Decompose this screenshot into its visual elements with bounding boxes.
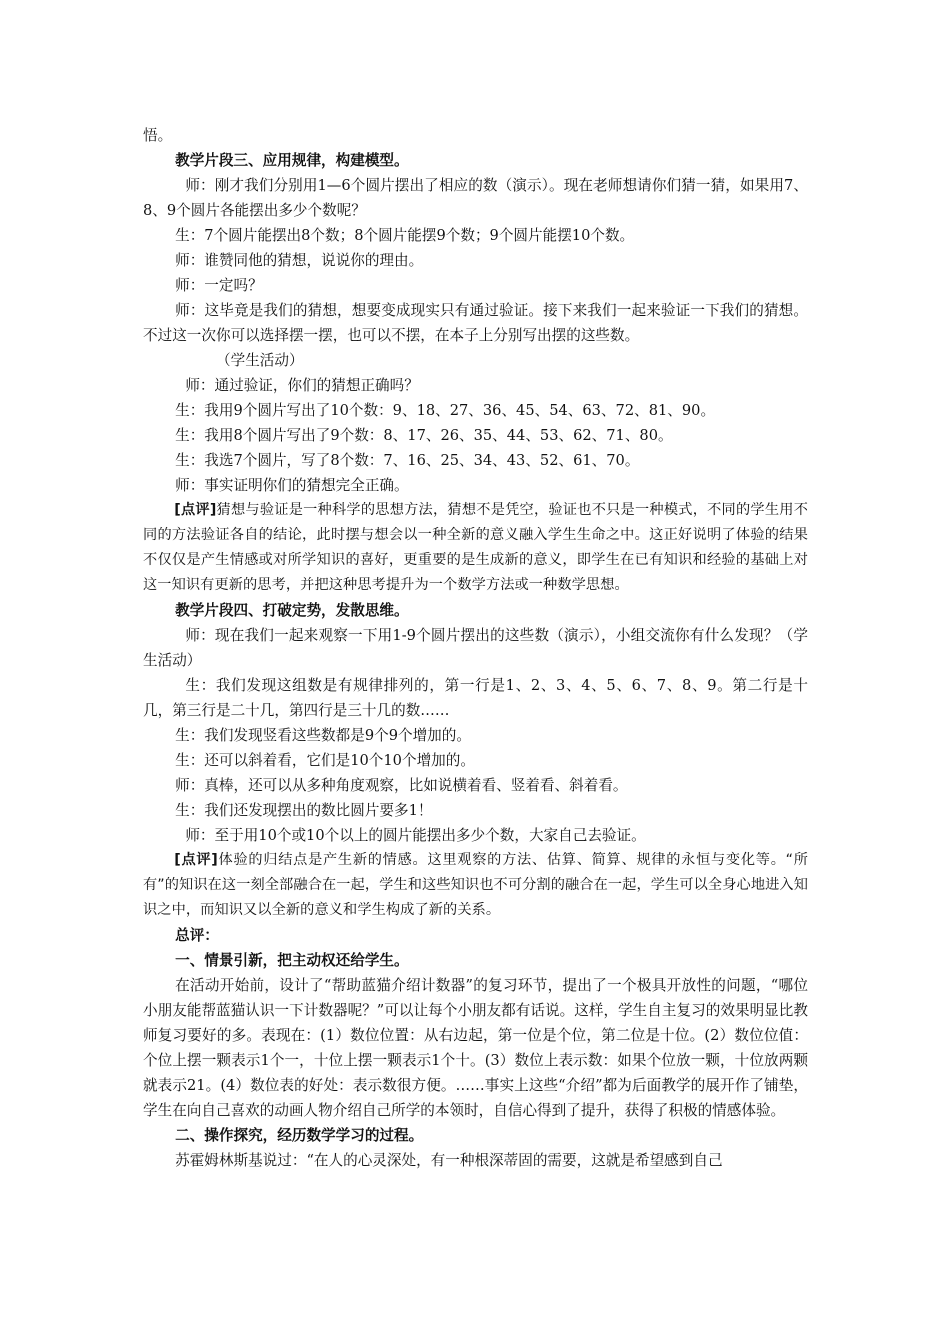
paragraph (143, 273, 808, 298)
paragraph (143, 398, 808, 423)
paragraph-text: 教学片段三、应用规律，构建模型。 (175, 152, 409, 169)
paragraph (143, 748, 808, 773)
paragraph-text: 一、情景引新，把主动权还给学生。 (175, 952, 409, 969)
paragraph-text: 总评： (175, 927, 219, 944)
section-heading (143, 948, 808, 973)
paragraph (143, 623, 808, 673)
paragraph (143, 798, 808, 823)
paragraph (143, 723, 808, 748)
paragraph-text: 教学片段四、打破定势，发散思维。 (175, 602, 409, 619)
paragraph (143, 473, 808, 498)
paragraph-text: 生：我选7个圆片，写了8个数：7、16、25、34、43、52、61、70。 (175, 452, 640, 469)
paragraph-text: 苏霍姆林斯基说过：“在人的心灵深处，有一种根深蒂固的需要，这就是希望感到自己 (175, 1152, 723, 1169)
paragraph-text: 生：我们发现这组数是有规律排列的，第一行是1、2、3、4、5、6、7、8、9。第二行是十几，第三行是二十几，第四行是三十几的数…… (143, 677, 808, 719)
paragraph (143, 423, 808, 448)
paragraph-text: （学生活动） (216, 352, 304, 369)
paragraph-text: 师：这毕竟是我们的猜想，想要变成现实只有通过验证。接下来我们一起来验证一下我们的猜想。不过这一次你可以选择摆一摆，也可以不摆，在本子上分别写出摆的这些数。 (143, 302, 808, 344)
paragraph (143, 973, 808, 1123)
paragraph (143, 498, 808, 598)
paragraph (143, 173, 808, 223)
paragraph-text: 师：通过验证，你们的猜想正确吗？ (185, 377, 419, 394)
paragraph-text: 师：一定吗？ (175, 277, 263, 294)
section-heading (143, 148, 808, 173)
paragraph (143, 448, 808, 473)
paragraph (143, 348, 808, 373)
document-page (143, 123, 808, 1173)
paragraph-text: 师：至于用10个或10个以上的圆片能摆出多少个数，大家自己去验证。 (185, 827, 646, 844)
paragraph-text: 猜想与验证是一种科学的思想方法，猜想不是凭空，验证也不只是一种模式，不同的学生用不同的方法验证各自的结论，此时摆与想会以一种全新的意义融入学生生命之中。这正好说明了体验的结果不仅仅是产生情感或对所学知识的喜好，更重要的是生成新的意义，即学生在已有知识和经验的基础上对这一知识有更新的思考，并把这种思考提升为一个数学方法或一种数学思想。 (143, 502, 808, 593)
paragraph-text: 师：事实证明你们的猜想完全正确。 (175, 477, 409, 494)
section-heading (143, 1123, 808, 1148)
comment-tag: [点评] (174, 852, 218, 868)
paragraph (143, 673, 808, 723)
paragraph-text: 师：真棒，还可以从多种角度观察，比如说横着看、竖着看、斜着看。 (175, 777, 628, 794)
section-heading (143, 598, 808, 623)
paragraph (143, 373, 808, 398)
paragraph (143, 848, 808, 923)
paragraph-text: 生：7个圆片能摆出8个数；8个圆片能摆9个数；9个圆片能摆10个数。 (175, 227, 635, 244)
section-heading (143, 923, 808, 948)
paragraph (143, 773, 808, 798)
paragraph-text: 师：现在我们一起来观察一下用1-9个圆片摆出的这些数（演示），小组交流你有什么发现？（学生活动） (143, 627, 808, 669)
comment-tag: [点评] (174, 502, 217, 518)
paragraph-text: 生：我用8个圆片写出了9个数：8、17、26、35、44、53、62、71、80。 (175, 427, 673, 444)
paragraph-text: 悟。 (143, 127, 173, 144)
paragraph-text: 生：还可以斜着看，它们是10个10个增加的。 (175, 752, 475, 769)
paragraph (143, 298, 808, 348)
paragraph (143, 123, 808, 148)
paragraph-text: 体验的归结点是产生新的情感。这里观察的方法、估算、简算、规律的永恒与变化等。“所有”的知识在这一刻全部融合在一起，学生和这些知识也不可分割的融合在一起，学生可以全身心地进入知识之中，而知识又以全新的意义和学生构成了新的关系。 (143, 852, 808, 918)
paragraph-text: 师：刚才我们分别用1—6个圆片摆出了相应的数（演示）。现在老师想请你们猜一猜，如果用7、8、9个圆片各能摆出多少个数呢？ (143, 177, 808, 219)
paragraph (143, 1148, 808, 1173)
paragraph-text: 二、操作探究，经历数学学习的过程。 (175, 1127, 424, 1144)
paragraph-text: 生：我们发现竖看这些数都是9个9个增加的。 (175, 727, 471, 744)
paragraph (143, 223, 808, 248)
paragraph-text: 师：谁赞同他的猜想，说说你的理由。 (175, 252, 424, 269)
paragraph-text: 在活动开始前，设计了“帮助蓝猫介绍计数器”的复习环节，提出了一个极具开放性的问题，“哪位小朋友能帮蓝猫认识一下计数器呢？”可以让每个小朋友都有话说。这样，学生自主复习的效果明显比教师复习要好的多。表现在：(1）数位位置：从右边起，第一位是个位，第二位是十位。(2）数位位值：个位上摆一颗表示1个一，十位上摆一颗表示1个十。(3）数位上表示数：如果个位放一颗，十位放两颗就表示21。(4）数位表的好处：表示数很方便。……事实上这些“介绍”都为后面教学的展开作了铺垫，学生在向自己喜欢的动画人物介绍自己所学的本领时，自信心得到了提升，获得了积极的情感体验。 (143, 977, 808, 1119)
paragraph (143, 248, 808, 273)
paragraph (143, 823, 808, 848)
paragraph-text: 生：我用9个圆片写出了10个数：9、18、27、36、45、54、63、72、81、90。 (175, 402, 716, 419)
paragraph-text: 生：我们还发现摆出的数比圆片要多1！ (175, 802, 433, 819)
